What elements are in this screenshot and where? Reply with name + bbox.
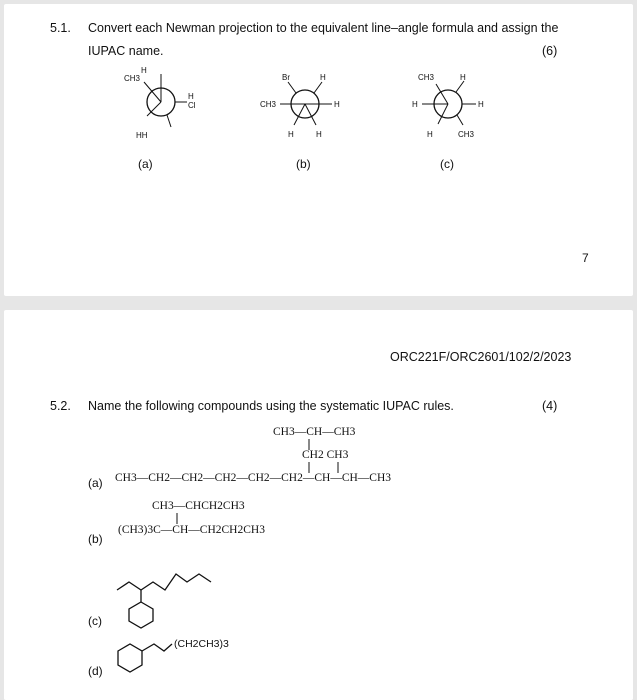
compound-a-top-branch: CH3—CH—CH3 — [273, 426, 356, 438]
newman-a-label-h: H — [141, 66, 147, 75]
newman-a-label-hh: HH — [136, 131, 148, 140]
newman-b-label-ch3: CH3 — [260, 100, 277, 109]
compound-d-substituent: (CH2CH3)3 — [174, 638, 229, 650]
label-b: (b) — [296, 157, 311, 171]
compound-a-main-chain: CH3—CH2—CH2—CH2—CH2—CH2—CH—CH—CH3 — [115, 472, 392, 484]
label-d: (d) — [88, 664, 103, 678]
newman-a-label-ch3: CH3 — [124, 74, 141, 83]
newman-c-label-h-top: H — [460, 73, 466, 82]
compound-b-bond — [4, 310, 633, 700]
newman-projection-b — [252, 68, 362, 148]
label-c: (c) — [440, 157, 454, 171]
question-number: 5.2. — [50, 399, 71, 413]
newman-b-label-br: Br — [282, 73, 290, 82]
newman-projection-a — [114, 64, 204, 144]
newman-b-label-h-br: H — [316, 130, 322, 139]
question-page-bottom — [4, 310, 633, 700]
compound-b-main-chain: (CH3)3C—CH—CH2CH2CH3 — [118, 524, 265, 536]
newman-c-label-h-bottom: H — [427, 130, 433, 139]
label-a: (a) — [138, 157, 153, 171]
newman-projection-c — [400, 68, 500, 148]
label-c: (c) — [88, 614, 102, 628]
newman-c-label-h-right: H — [478, 100, 484, 109]
compound-a-mid-branch: CH2 CH3 — [302, 449, 349, 461]
question-number: 5.1. — [50, 21, 71, 35]
question-marks: (6) — [542, 44, 558, 58]
question-marks: (4) — [542, 399, 558, 413]
page-number: 7 — [582, 251, 589, 265]
question-text: Name the following compounds using the systematic IUPAC rules. — [88, 399, 454, 413]
course-code: ORC221F/ORC2601/102/2/2023 — [390, 350, 572, 364]
question-page-top — [4, 4, 633, 296]
question-text: Convert each Newman projection to the equivalent line–angle formula and assign the — [88, 21, 559, 35]
newman-c-label-ch3-bottom: CH3 — [458, 130, 475, 139]
newman-c-label-h-left: H — [412, 100, 418, 109]
newman-a-label-h2: H — [188, 92, 194, 101]
newman-c-label-ch3-top: CH3 — [418, 73, 435, 82]
compound-b-top-branch: CH3—CHCH2CH3 — [152, 500, 245, 512]
compound-c-structure — [104, 550, 224, 630]
newman-b-label-h-top: H — [320, 73, 326, 82]
newman-b-label-h-bl: H — [288, 130, 294, 139]
question-text-cont: IUPAC name. — [88, 44, 164, 58]
label-b: (b) — [88, 532, 103, 546]
newman-a-label-cl: Cl — [188, 101, 196, 110]
newman-b-label-h-right: H — [334, 100, 340, 109]
label-a: (a) — [88, 476, 103, 490]
